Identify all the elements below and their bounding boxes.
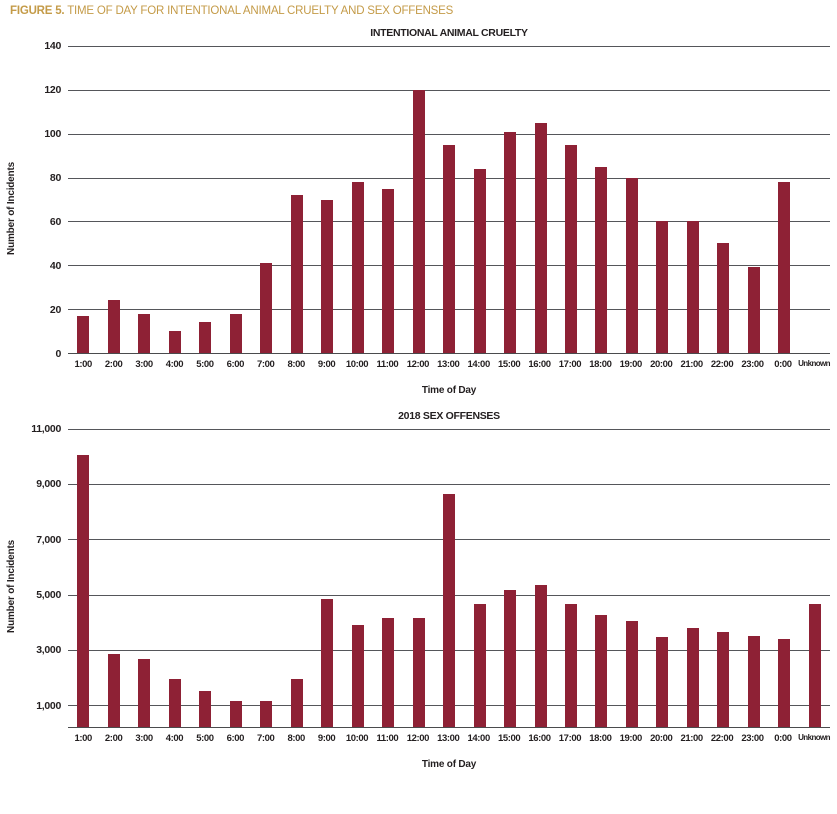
bar-column [251, 46, 281, 353]
y-tick-label: 20 [49, 304, 61, 316]
bar-10:00 [352, 625, 364, 727]
bar-column [586, 429, 616, 727]
y-tick-label: 40 [49, 260, 61, 272]
bar-22:00 [717, 243, 729, 353]
x-tick-label: 9:00 [317, 359, 336, 370]
chart-title: 2018 SEX OFFENSES [398, 410, 500, 422]
bar-13:00 [443, 145, 455, 353]
bar-21:00 [687, 221, 699, 353]
bar-column [678, 46, 708, 353]
bar-column [800, 46, 830, 353]
bar-column [403, 429, 433, 727]
bar-column [525, 429, 555, 727]
x-tick-label: 4:00 [165, 359, 184, 370]
bar-7:00 [260, 263, 272, 353]
bar-column [312, 429, 342, 727]
x-tick-label: 16:00 [528, 733, 551, 744]
x-tick-label: 14:00 [467, 733, 490, 744]
x-tick-label: 21:00 [680, 733, 703, 744]
x-tick-label: 11:00 [376, 733, 399, 744]
x-tick-label: 8:00 [287, 359, 305, 370]
bar-17:00 [565, 604, 577, 727]
bar-23:00 [748, 636, 760, 727]
x-axis-ticks [68, 359, 830, 370]
y-axis-ticks [22, 423, 68, 728]
x-tick-label: 17:00 [558, 359, 582, 370]
bar-21:00 [687, 628, 699, 727]
bar-2:00 [108, 300, 120, 353]
x-tick-label: 0:00 [774, 733, 792, 744]
bar-column [647, 429, 677, 727]
x-tick-label: 1:00 [74, 359, 92, 370]
x-tick-label: 15:00 [497, 733, 521, 744]
bar-4:00 [169, 331, 181, 353]
y-tick-label: 5,000 [36, 589, 61, 602]
bar-10:00 [352, 182, 364, 353]
x-tick-label: 3:00 [135, 733, 153, 744]
x-tick-label: 2:00 [104, 359, 123, 370]
x-tick-label: 19:00 [619, 359, 642, 370]
bar-18:00 [595, 167, 607, 353]
y-axis-title: Number of Incidents [5, 161, 17, 255]
x-tick-label: 22:00 [710, 359, 734, 370]
x-tick-label: 7:00 [257, 733, 275, 744]
bar-column [129, 46, 159, 353]
x-tick-label: 21:00 [680, 359, 703, 370]
bar-5:00 [199, 691, 211, 727]
x-tick-label: 2:00 [104, 733, 123, 744]
bar-column [220, 46, 250, 353]
x-tick-label: Unknown [798, 359, 830, 368]
bar-column [617, 429, 647, 727]
bar-column [220, 429, 250, 727]
bar-column [739, 46, 769, 353]
y-axis-title: Number of Incidents [5, 540, 17, 633]
bar-16:00 [535, 585, 547, 727]
bar-column [281, 429, 311, 727]
y-axis-title-column [0, 46, 22, 370]
x-tick-label: 13:00 [437, 359, 460, 370]
bar-column [98, 429, 128, 727]
x-tick-label: 6:00 [226, 733, 245, 744]
x-tick-label: 12:00 [406, 733, 429, 744]
x-tick-label: 8:00 [287, 733, 305, 744]
bar-column [525, 46, 555, 353]
bar-column [586, 46, 616, 353]
bar-2:00 [108, 654, 120, 727]
y-tick-label: 120 [44, 84, 61, 96]
bar-column [68, 429, 98, 727]
x-tick-label: 7:00 [257, 359, 275, 370]
bar-column [68, 46, 98, 353]
x-tick-label: 15:00 [497, 359, 521, 370]
x-axis-ticks [68, 733, 830, 744]
bar-column [159, 46, 189, 353]
bar-16:00 [535, 123, 547, 353]
bar-column [312, 46, 342, 353]
bar-11:00 [382, 618, 394, 727]
bar-column [98, 46, 128, 353]
chart-body [0, 423, 837, 744]
bars [68, 46, 830, 353]
x-tick-label: 11:00 [376, 359, 399, 370]
y-tick-label: 80 [49, 172, 61, 184]
x-tick-label: 22:00 [710, 733, 734, 744]
x-tick-label: Unknown [798, 733, 830, 742]
bar-column [739, 429, 769, 727]
bar-0:00 [778, 639, 790, 727]
bar-column [190, 429, 220, 727]
x-tick-label: 13:00 [437, 733, 460, 744]
x-tick-label: 6:00 [226, 359, 245, 370]
figure-title [10, 5, 837, 17]
x-tick-label: 18:00 [589, 359, 612, 370]
bar-column [495, 46, 525, 353]
bar-column [769, 46, 799, 353]
bar-4:00 [169, 679, 181, 727]
x-tick-label: 4:00 [165, 733, 184, 744]
x-tick-label: 0:00 [774, 359, 792, 370]
bar-Unknown [809, 604, 821, 727]
bar-column [617, 46, 647, 353]
chart-title: INTENTIONAL ANIMAL CRUELTY [370, 27, 528, 39]
bar-13:00 [443, 494, 455, 727]
bar-15:00 [504, 590, 516, 727]
bar-column [342, 46, 372, 353]
bar-3:00 [138, 314, 150, 353]
bar-1:00 [77, 316, 89, 353]
bar-column [373, 429, 403, 727]
bar-column [281, 46, 311, 353]
bar-3:00 [138, 659, 150, 727]
bar-15:00 [504, 132, 516, 353]
x-tick-label: 12:00 [406, 359, 429, 370]
bar-column [159, 429, 189, 727]
bar-column [251, 429, 281, 727]
y-tick-label: 140 [44, 40, 61, 52]
bar-column [129, 429, 159, 727]
x-tick-label: 23:00 [741, 359, 764, 370]
x-tick-label: 3:00 [135, 359, 153, 370]
bar-column [800, 429, 830, 727]
x-tick-label: 10:00 [345, 359, 369, 370]
bar-column [647, 46, 677, 353]
x-tick-label: 17:00 [558, 733, 582, 744]
bar-column [708, 46, 738, 353]
chart-body [0, 40, 837, 370]
x-axis-title: Time of Day [421, 759, 477, 770]
bar-19:00 [626, 178, 638, 353]
chart-2018-sex-offenses [0, 410, 837, 770]
x-tick-label: 16:00 [528, 359, 551, 370]
bars [68, 429, 830, 727]
bar-column [434, 429, 464, 727]
x-tick-label: 1:00 [74, 733, 92, 744]
bar-column [464, 429, 494, 727]
bar-20:00 [656, 637, 668, 727]
bar-1:00 [77, 455, 89, 727]
bar-7:00 [260, 701, 272, 727]
figure-title-text: TIME OF DAY FOR INTENTIONAL ANIMAL CRUELTY AND SEX OFFENSES [64, 5, 454, 17]
bar-14:00 [474, 169, 486, 353]
plot-column [68, 46, 830, 370]
x-tick-label: 18:00 [589, 733, 612, 744]
bar-column [342, 429, 372, 727]
bar-0:00 [778, 182, 790, 353]
bar-column [373, 46, 403, 353]
y-tick-label: 60 [49, 216, 61, 228]
bar-8:00 [291, 679, 303, 727]
bar-18:00 [595, 615, 607, 727]
bar-9:00 [321, 599, 333, 727]
bar-12:00 [413, 90, 425, 353]
bar-column [434, 46, 464, 353]
bar-12:00 [413, 618, 425, 727]
y-tick-label: 100 [44, 128, 61, 140]
bar-column [403, 46, 433, 353]
plot-column [68, 429, 830, 744]
y-tick-label: 3,000 [36, 644, 61, 657]
y-tick-label: 9,000 [36, 478, 61, 491]
bar-19:00 [626, 621, 638, 727]
y-axis-title-column [0, 429, 22, 744]
bar-column [708, 429, 738, 727]
x-tick-label: 14:00 [467, 359, 490, 370]
y-tick-label: 1,000 [36, 699, 61, 712]
bar-8:00 [291, 195, 303, 353]
bar-column [190, 46, 220, 353]
x-axis-title: Time of Day [421, 385, 477, 396]
x-tick-label: 5:00 [196, 359, 214, 370]
bar-14:00 [474, 604, 486, 727]
bar-23:00 [748, 267, 760, 353]
y-tick-label: 0 [55, 348, 61, 360]
x-tick-label: 20:00 [650, 733, 673, 744]
y-tick-label: 11,000 [31, 423, 61, 435]
bar-column [678, 429, 708, 727]
bar-6:00 [230, 314, 242, 353]
bar-column [769, 429, 799, 727]
plot-area [68, 46, 830, 354]
x-tick-label: 23:00 [741, 733, 764, 744]
x-tick-label: 9:00 [317, 733, 336, 744]
bar-5:00 [199, 322, 211, 353]
x-tick-label: 19:00 [619, 733, 642, 744]
bar-17:00 [565, 145, 577, 353]
bar-11:00 [382, 189, 394, 353]
x-tick-label: 5:00 [196, 733, 214, 744]
y-tick-label: 7,000 [36, 533, 61, 546]
bar-22:00 [717, 632, 729, 727]
bar-9:00 [321, 200, 333, 354]
x-tick-label: 20:00 [650, 359, 673, 370]
x-tick-label: 10:00 [345, 733, 369, 744]
bar-column [495, 429, 525, 727]
bar-6:00 [230, 701, 242, 727]
bar-column [556, 46, 586, 353]
chart-intentional-animal-cruelty [0, 27, 837, 396]
bar-20:00 [656, 221, 668, 353]
plot-area [68, 429, 830, 728]
bar-column [556, 429, 586, 727]
bar-column [464, 46, 494, 353]
y-axis-ticks [22, 40, 68, 360]
figure-number: FIGURE 5. [10, 5, 65, 17]
